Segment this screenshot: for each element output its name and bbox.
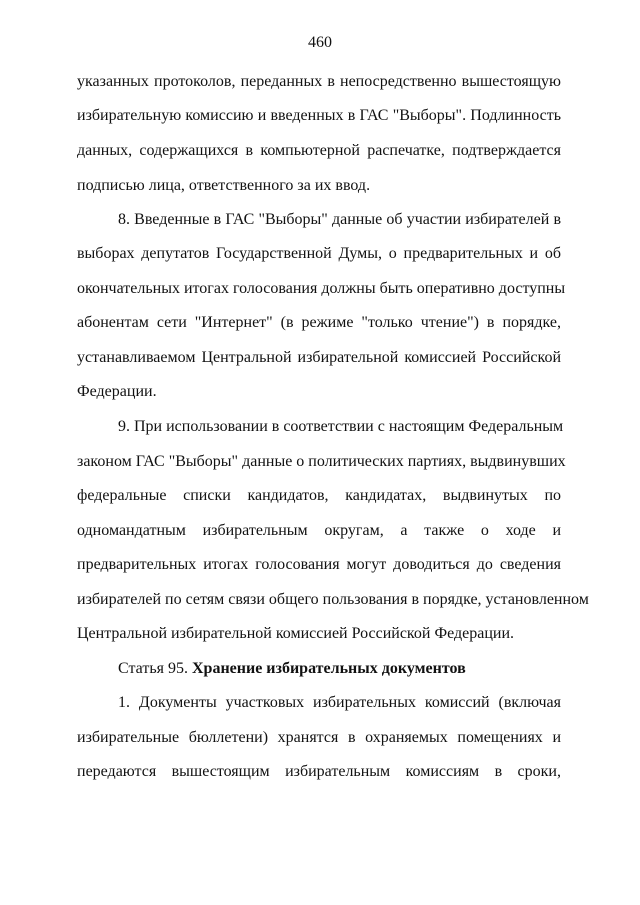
article-title: Хранение избирательных документов: [191, 660, 466, 677]
text-line: 1. Документы участковых избирательных комиссий (включая: [118, 694, 561, 711]
text-line: Центральной избирательной комиссией Российской Федерации.: [77, 625, 515, 642]
text-line: указанных протоколов, переданных в непосредственно вышестоящую: [77, 73, 561, 90]
text-line: подписью лица, ответственного за их ввод.: [77, 177, 371, 194]
text-line: предварительных итогах голосования могут доводиться до сведения: [77, 556, 561, 573]
text-line: федеральные списки кандидатов, кандидатах, выдвинутых по: [77, 487, 561, 504]
text-line: данных, содержащихся в компьютерной распечатке, подтверждается: [77, 142, 561, 159]
text-line: Федерации.: [77, 383, 157, 400]
text-line: окончательных итогах голосования должны быть оперативно доступны: [77, 280, 566, 297]
article-prefix: Статья 95.: [118, 660, 188, 677]
text-line: абонентам сети "Интернет" (в режиме "только чтение") в порядке,: [77, 314, 561, 331]
text-line: устанавливаемом Центральной избирательной комиссией Российской: [77, 349, 561, 366]
text-line: избирательную комиссию и введенных в ГАС "Выборы". Подлинность: [77, 107, 561, 124]
text-line: избирателей по сетям связи общего пользования в порядке, установленном: [77, 591, 589, 608]
text-line: передаются вышестоящим избирательным комиссиям в сроки,: [77, 763, 561, 780]
text-line: 8. Введенные в ГАС "Выборы" данные об участии избирателей в: [118, 211, 561, 228]
text-line: законом ГАС "Выборы" данные о политических партиях, выдвинувших: [77, 453, 566, 470]
text-line: одномандатным избирательным округам, а также о ходе и: [77, 522, 561, 539]
page-number: 460: [308, 34, 332, 51]
article-heading: [118, 659, 561, 679]
text-line: избирательные бюллетени) хранятся в охраняемых помещениях и: [77, 729, 561, 746]
text-line: 9. При использовании в соответствии с настоящим Федеральным: [118, 418, 564, 435]
text-line: выборах депутатов Государственной Думы, о предварительных и об: [77, 245, 561, 262]
